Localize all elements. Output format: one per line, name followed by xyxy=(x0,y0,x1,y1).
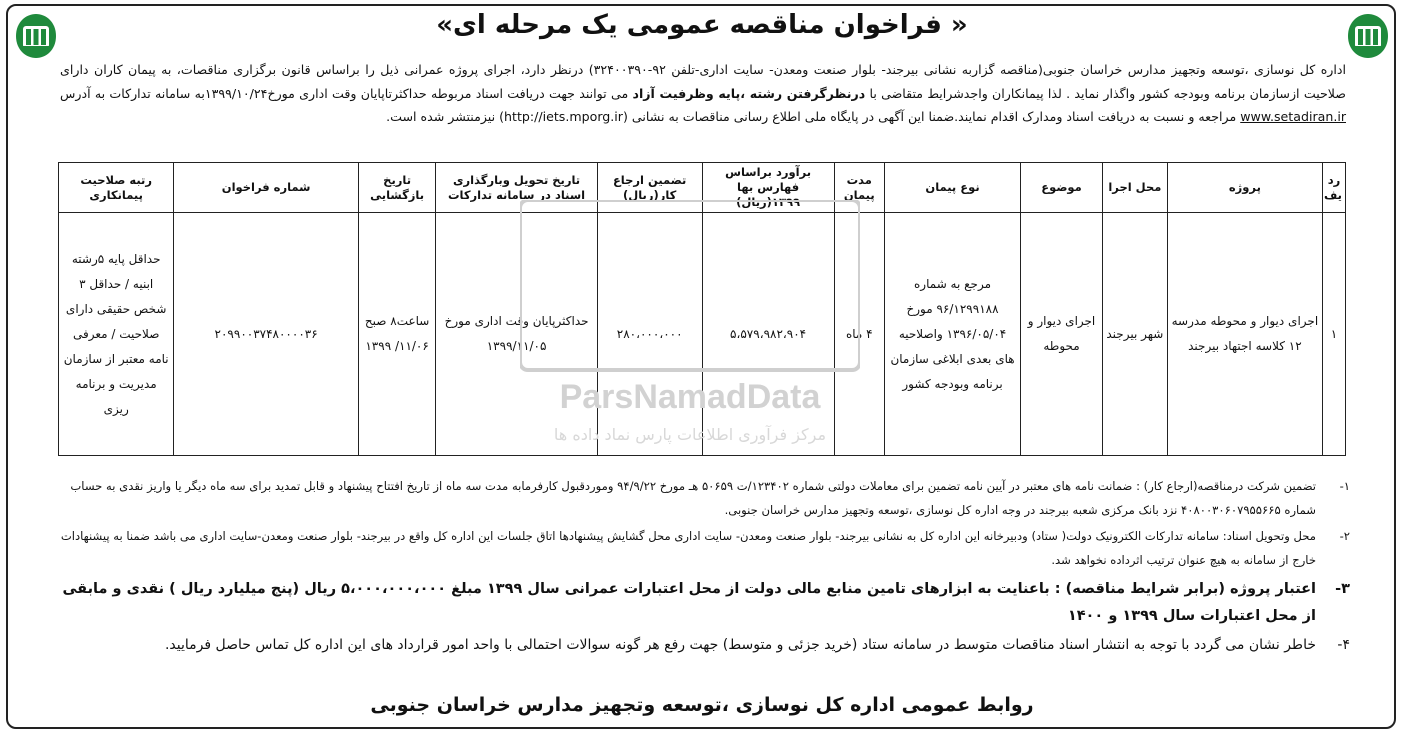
cell-qualification: حداقل پایه ۵رشته ابنیه / حداقل ۳ شخص حقیقی دارای صلاحیت / معرفی نامه معتبر از سازمان مدیریت و برنامه ریزی xyxy=(59,213,174,456)
note-text: خاطر نشان می گردد با توجه به انتشار اسناد مناقصات متوسط در سامانه ستاد (خرید جزئی و متوسط) جهت رفع هر گونه سوالات احتمالی با واحد امور قرارداد های این اداره کل تماس حاصل فرمایید. xyxy=(164,637,1316,653)
header-estimate: برآورد براساس فهارس بها ۱۳۹۹(ریال) xyxy=(702,163,834,213)
note-text: اعتبار پروژه (برابر شرایط مناقصه) : باعنایت به ابزارهای تامین منابع مالی دولت از محل اعتبارات عمرانی سال ۱۳۹۹ مبلغ ۵،۰۰۰،۰۰۰،۰۰۰ ریال (پنج میلیارد ریال ) نقدی و مابقی از محل اعتبارات سال ۱۳۹۹ و ۱۴۰۰ xyxy=(62,581,1316,624)
note-item xyxy=(60,524,1350,572)
cell-estimate: ۵،۵۷۹،۹۸۲،۹۰۴ xyxy=(702,213,834,456)
header-qualification: رتبه صلاحیت پیمانکاری xyxy=(59,163,174,213)
iets-link[interactable]: (http://iets.mporg.ir) xyxy=(499,109,628,124)
cell-location: شهر بیرجند xyxy=(1102,213,1167,456)
header-project: پروژه xyxy=(1167,163,1322,213)
header-location: محل اجرا xyxy=(1102,163,1167,213)
header-opening: تاریخ بازگشایی xyxy=(358,163,436,213)
header-row-number: رد یف xyxy=(1322,163,1345,213)
note-number: ۴- xyxy=(1337,637,1350,653)
note-item xyxy=(60,474,1350,522)
setad-link[interactable]: www.setadiran.ir xyxy=(1240,109,1346,124)
cell-delivery: حداکثرپایان وقت اداری مورخ ۱۳۹۹/۱۱/۰۵ xyxy=(436,213,597,456)
intro-paragraph xyxy=(60,58,1346,129)
intro-bold-text: درنظرگرفتن رشته ،پایه وظرفیت آزاد xyxy=(632,85,866,101)
cell-call-number: ۲۰۹۹۰۰۳۷۴۸۰۰۰۰۳۶ xyxy=(174,213,358,456)
notes-section xyxy=(60,474,1350,659)
note-number: ۱- xyxy=(1339,479,1350,493)
header-call-number: شماره فراخوان xyxy=(174,163,358,213)
note-text: تضمین شرکت درمناقصه(ارجاع کار) : ضمانت نامه های معتبر در آیین نامه تضمین برای معاملات دولتی شماره ۱۲۳۴۰۲/ت ۵۰۶۵۹ هـ مورخ ۹۴/۹/۲۲ وموردقبول کارفرمابه مدت سه ماه از تاریخ افتتاح پیشنهاد و قابل تمدید برای سه ماه دیگر یا واریز نقدی به حساب شماره ۴۰۸۰۰۳۰۶۰۷۹۵۵۶۶۵ نزد بانک مرکزی شعبه بیرجند در وجه اداره کل نوسازی ،توسعه وتجهیز مدارس خراسان جنوبی. xyxy=(70,479,1316,517)
table-row xyxy=(59,213,1346,456)
cell-duration: ۴ ماه xyxy=(834,213,884,456)
cell-row-number: ۱ xyxy=(1322,213,1345,456)
note-item xyxy=(60,576,1350,630)
tender-table xyxy=(58,162,1346,456)
table-header-row xyxy=(59,163,1346,213)
page-title: « فراخوان مناقصه عمومی یک مرحله ای» xyxy=(436,10,968,40)
watermark-brand: ParsNamadData xyxy=(559,378,821,416)
cell-subject: اجرای دیوار و محوطه xyxy=(1021,213,1103,456)
cell-guarantee: ۲۸۰،۰۰۰،۰۰۰ xyxy=(597,213,702,456)
note-number: ۲- xyxy=(1339,529,1350,543)
footer-signature: روابط عمومی اداره کل نوسازی ،توسعه وتجهیز مدارس خراسان جنوبی xyxy=(370,694,1034,716)
intro-text-4: نیزمنتشر شده است. xyxy=(386,109,496,124)
header-guarantee: تضمین ارجاع کار(ریال) xyxy=(597,163,702,213)
header-subject: موضوع xyxy=(1021,163,1103,213)
cell-contract-type: مرجع به شماره ۹۶/۱۲۹۹۱۸۸ مورخ ۱۳۹۶/۰۵/۰۴ واصلاحیه های بعدی ابلاغی سازمان برنامه وبودجه کشور xyxy=(884,213,1020,456)
cell-opening: ساعت۸ صبح ۱۱/۰۶/ ۱۳۹۹ xyxy=(358,213,436,456)
header-contract-type: نوع پیمان xyxy=(884,163,1020,213)
intro-text-1: اداره کل نوسازی ،توسعه وتجهیز مدارس خراسان جنوبی(مناقصه گزاربه نشانی بیرجند- بلوار صنعت ومعدن- سایت اداری-تلفن ۹۲-۳۲۴۰۰۳۹۰) درنظر دارد، اجرای پروژه عمرانی ذیل را براساس قانون برگزاری مناقصات، به پیمان کاران دارای صلاحیت ازسازمان برنامه وبودجه کشور واگذار نماید . لذا پیمانکاران واجدشرایط متقاضی با xyxy=(60,62,1346,101)
watermark-subtitle: مرکز فرآوری اطلاعات پارس نماد داده ها xyxy=(553,425,827,444)
note-number: ۳- xyxy=(1335,581,1350,597)
header-delivery: تاریخ تحویل وبارگذاری اسناد در سامانه تدارکات xyxy=(436,163,597,213)
intro-text-2: می توانند جهت دریافت اسناد مربوطه حداکثرتاپایان وقت اداری مورخ۱۳۹۹/۱۰/۲۴به سامانه تدارکات به آدرس xyxy=(60,85,629,101)
header-duration: مدت پیمان xyxy=(834,163,884,213)
note-item xyxy=(60,632,1350,659)
cell-project: اجرای دیوار و محوطه مدرسه ۱۲ کلاسه اجتهاد بیرجند xyxy=(1167,213,1322,456)
intro-text-3: مراجعه و نسبت به دریافت اسناد ومدارک اقدام نمایند.ضمنا این آگهی در پایگاه ملی اطلاع رسانی مناقصات به نشانی xyxy=(631,109,1237,124)
note-text: محل وتحویل اسناد: سامانه تدارکات الکترونیک دولت( ستاد) ودبیرخانه این اداره کل به نشانی بیرجند- بلوار صنعت ومعدن- سایت اداری محل گشایش پیشنهادها اتاق جلسات این اداره کل واقع در بیرجند- بلوار صنعت ومعدن-سایت اداری می باشد ضمنا به پیشنهادات خارج از سامانه به هیچ عنوان ترتیب اثرداده نخواهد شد. xyxy=(60,529,1316,567)
